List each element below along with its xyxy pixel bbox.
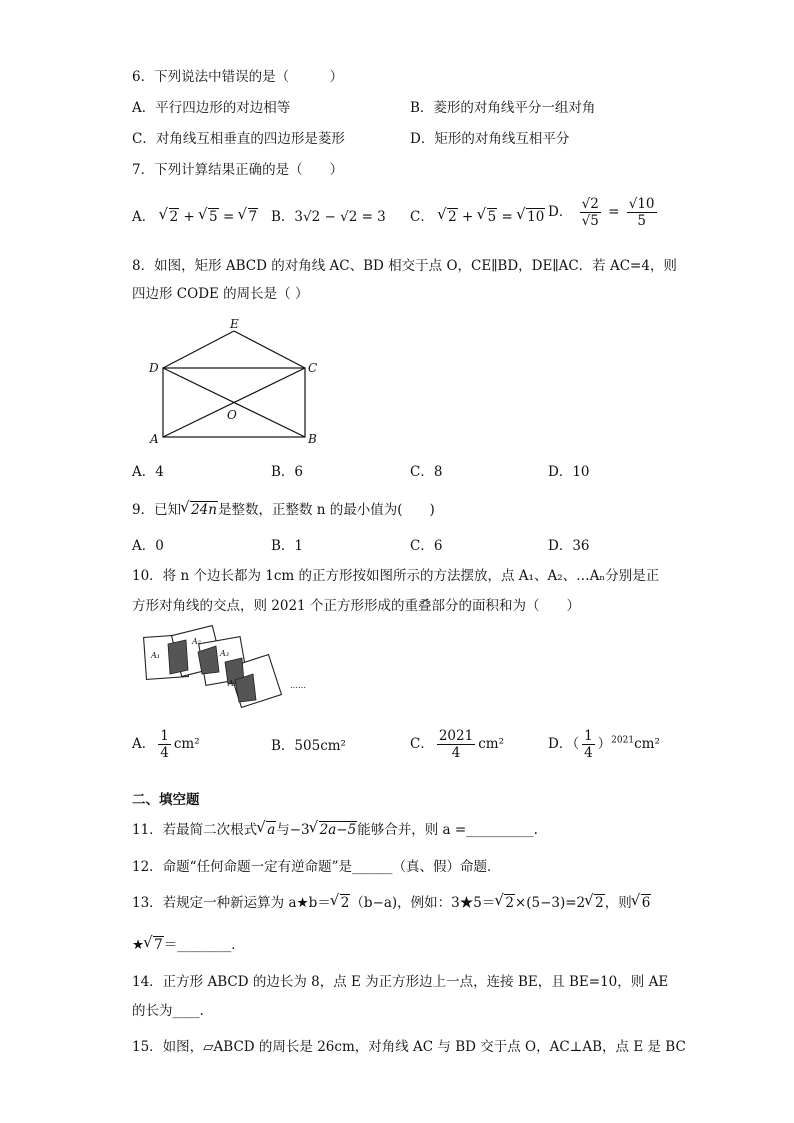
q7-option-c: C． √ 2 + √ 5 = √ 10 xyxy=(410,207,545,227)
q7-a-label: A． xyxy=(132,209,156,225)
q7-c-rad5: √ 5 xyxy=(478,207,498,227)
q10-a-frac: $\frac{1}{4}$ xyxy=(160,728,169,761)
q6-stem: 6．下列说法中错误的是（ ） xyxy=(132,69,344,85)
q7-option-b xyxy=(271,207,386,227)
q10-stem-line1: 10．将 n 个边长都为 1cm 的正方形按如图所示的方法摆放，点 A₁、A₂、…Aₙ分别是正 xyxy=(132,568,660,584)
q12: 12．命题“任何命题一定有逆命题”是______（真、假）命题． xyxy=(132,859,501,875)
q7-a-rad5: √ 5 xyxy=(199,207,219,227)
q10-option-a xyxy=(132,728,200,761)
q8-figure xyxy=(140,315,330,450)
q7-c-rad10: √ 10 xyxy=(517,207,545,227)
q8-label-e: E xyxy=(230,317,239,331)
q11-rad1: √ a xyxy=(257,820,276,840)
q13-rad4: √ 6 xyxy=(632,893,652,913)
q10-d-exp: 2021 xyxy=(611,735,635,746)
q8-label-b: B xyxy=(308,432,317,446)
q9-option-b: B．1 xyxy=(271,538,304,554)
q13-c: ×(5−3)=2 xyxy=(514,895,586,911)
q8-option-d: D．10 xyxy=(548,464,590,480)
q13-b: （b−a)，例如：3★5＝ xyxy=(350,895,496,911)
q7-d-label: D． xyxy=(548,204,573,220)
q10-label-a3: A₃ xyxy=(220,649,229,658)
q7-c-rad2: √ 2 xyxy=(438,207,458,227)
q7-d-frac2: $\frac{√10}{5}$ xyxy=(628,196,655,229)
q8-option-a: A．4 xyxy=(132,464,164,480)
q10-d-frac: $\frac{1}{4}$ xyxy=(584,728,593,761)
q9-option-a: A．0 xyxy=(132,538,164,554)
q13-blank: ＝________． xyxy=(163,937,245,953)
q8-option-b: B．6 xyxy=(271,464,304,480)
q9-option-d: D．36 xyxy=(548,538,590,554)
q7-d-frac: $\frac{√2}{√5}$ xyxy=(581,196,599,229)
q10-a-label: A． xyxy=(132,736,156,752)
q14-line2: 的长为____. xyxy=(132,1003,204,1019)
q13-line1 xyxy=(132,893,651,913)
q7-a-rad2: √ 2 xyxy=(160,207,180,227)
q8-stem-line2: 四边形 CODE 的周长是（ ） xyxy=(132,286,309,302)
q14-line1: 14．正方形 ABCD 的边长为 8，点 E 为正方形边上一点，连接 BE，且 BE=10，则 AE xyxy=(132,974,669,990)
q10-dots: …… xyxy=(290,681,306,690)
q10-d-label: D．（ xyxy=(548,736,580,752)
q7-stem: 7．下列计算结果正确的是（ ） xyxy=(132,162,344,178)
q10-c-frac: $\frac{2021}{4}$ xyxy=(438,728,474,761)
q13-rad3: √ 2 xyxy=(585,893,605,913)
q13-rad1: √ 2 xyxy=(331,893,351,913)
q15: 15．如图，▱ABCD 的周长是 26cm，对角线 AC 与 BD 交于点 O，AC⊥AB，点 E 是 BC xyxy=(132,1039,686,1055)
q11-mid: 与−3 xyxy=(276,822,310,838)
q8-label-d: D xyxy=(149,361,159,375)
q9-post: 是整数，正整数 n 的最小值为( ) xyxy=(217,502,435,518)
q6-option-a: A．平行四边形的对边相等 xyxy=(132,100,291,116)
q7-c-label: C． xyxy=(410,209,434,225)
q7-option-d xyxy=(548,196,660,229)
q10-option-b: B．505cm² xyxy=(271,738,346,754)
q7-option-a: A． √ 2 + √ 5 = √ 7 xyxy=(132,207,258,227)
q10-d-tail: ） xyxy=(597,736,612,752)
q9-pre: 9．已知 xyxy=(132,502,182,518)
q11-post: 能够合并，则 a =__________. xyxy=(357,822,538,838)
q10-d-unit: cm² xyxy=(634,736,660,752)
q6-option-b: B．菱形的对角线平分一组对角 xyxy=(410,100,596,116)
q10-c-unit: cm² xyxy=(478,736,504,752)
section-fill-in: 二、填空题 xyxy=(132,792,200,808)
q10-label-a4: A₄ xyxy=(228,679,237,688)
q13-line2 xyxy=(132,935,245,955)
q13-d: ，则 xyxy=(604,895,632,911)
q11-rad2: √ 2a−5 xyxy=(310,820,358,840)
q10-option-c xyxy=(410,728,504,761)
q10-label-a1: A₁ xyxy=(151,651,160,660)
q10-option-d xyxy=(548,728,660,761)
q13-rad2: √ 2 xyxy=(495,893,515,913)
q9-radical: √ 24n xyxy=(181,500,218,520)
q8-label-c: C xyxy=(308,361,318,375)
q8-stem-line1: 8．如图，矩形 ABCD 的对角线 AC、BD 相交于点 O，CE∥BD，DE∥AC．若 AC=4，则 xyxy=(132,258,677,274)
q9-stem xyxy=(132,500,435,520)
q10-label-a2: A₂ xyxy=(192,637,201,646)
q7-a-eq: = xyxy=(222,209,239,225)
q11-pre: 11．若最简二次根式 xyxy=(132,822,258,838)
q7-d-eq: = xyxy=(608,204,620,220)
q10-a-unit: cm² xyxy=(173,736,200,752)
q7-b-label: B． xyxy=(271,209,295,225)
q13-rad5: √ 7 xyxy=(144,935,164,955)
q10-figure xyxy=(140,622,320,717)
q11 xyxy=(132,820,538,840)
q7-a-rad7: √ 7 xyxy=(239,207,259,227)
q9-option-c: C．6 xyxy=(410,538,443,554)
q6-option-d: D．矩形的对角线互相平分 xyxy=(410,131,570,147)
q7-b-expr: 3√2 − √2 = 3 xyxy=(294,209,386,225)
q8-label-o: O xyxy=(227,408,237,422)
q8-label-a: A xyxy=(150,432,159,446)
q13-star: ★ xyxy=(132,937,145,953)
q6-option-c: C．对角线互相垂直的四边形是菱形 xyxy=(132,131,345,147)
q10-stem-line2: 方形对角线的交点，则 2021 个正方形形成的重叠部分的面积和为（ ） xyxy=(132,598,580,614)
q8-option-c: C．8 xyxy=(410,464,443,480)
q13-a: 13．若规定一种新运算为 a★b＝ xyxy=(132,895,331,911)
q10-c-label: C． xyxy=(410,736,434,752)
